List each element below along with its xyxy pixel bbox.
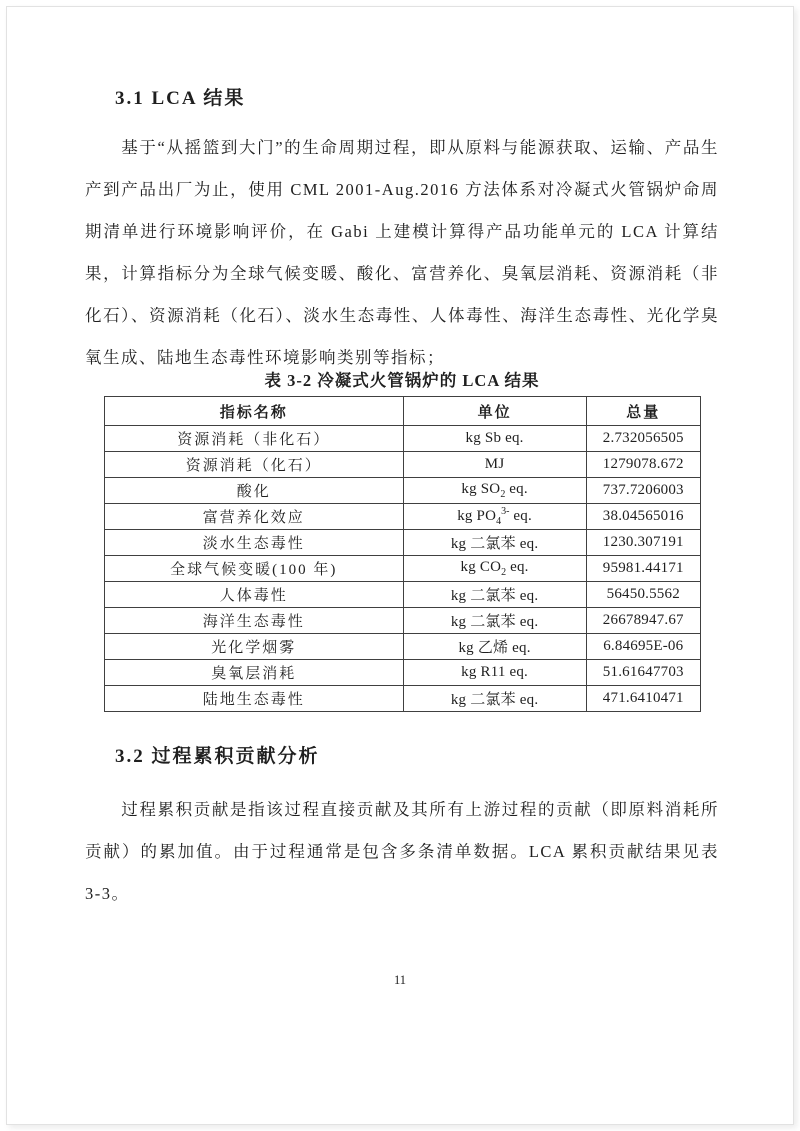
column-header: 指标名称 <box>105 397 404 426</box>
total-value-cell: 737.7206003 <box>586 478 700 504</box>
column-header: 单位 <box>403 397 586 426</box>
total-value-cell: 471.6410471 <box>586 686 700 712</box>
total-value-cell: 95981.44171 <box>586 556 700 582</box>
table-row <box>105 660 701 686</box>
section-3-2-heading: 3.2 过程累积贡献分析 <box>115 746 320 767</box>
indicator-name-cell: 富营养化效应 <box>105 504 404 530</box>
total-value-cell: 1279078.672 <box>586 452 700 478</box>
table-row <box>105 478 701 504</box>
section-3-2-paragraph: 过程累积贡献是指该过程直接贡献及其所有上游过程的贡献（即原料消耗所贡献）的累加值。由于过程通常是包含多条清单数据。LCA 累积贡献结果见表 3-3。 <box>85 800 719 903</box>
unit-cell: kg Sb eq. <box>403 426 586 452</box>
column-header: 总量 <box>586 397 700 426</box>
table-row <box>105 582 701 608</box>
total-value-cell: 38.04565016 <box>586 504 700 530</box>
table-header-row <box>105 397 701 426</box>
unit-cell: kg 二氯苯 eq. <box>403 582 586 608</box>
total-value-cell: 1230.307191 <box>586 530 700 556</box>
indicator-name-cell: 人体毒性 <box>105 582 404 608</box>
document-page <box>6 6 794 1125</box>
unit-cell: kg 二氯苯 eq. <box>403 530 586 556</box>
table-row <box>105 686 701 712</box>
total-value-cell: 51.61647703 <box>586 660 700 686</box>
table-caption: 表 3-2 冷凝式火管锅炉的 LCA 结果 <box>264 371 540 390</box>
unit-cell: kg 乙烯 eq. <box>403 634 586 660</box>
table-row <box>105 556 701 582</box>
total-value-cell: 26678947.67 <box>586 608 700 634</box>
indicator-name-cell: 全球气候变暖(100 年) <box>105 556 404 582</box>
table-row <box>105 504 701 530</box>
indicator-name-cell: 资源消耗（非化石） <box>105 426 404 452</box>
table-row <box>105 608 701 634</box>
indicator-name-cell: 资源消耗（化石） <box>105 452 404 478</box>
table-row <box>105 634 701 660</box>
section-3-1-heading: 3.1 LCA 结果 <box>115 88 246 109</box>
table-row <box>105 452 701 478</box>
indicator-name-cell: 臭氧层消耗 <box>105 660 404 686</box>
total-value-cell: 2.732056505 <box>586 426 700 452</box>
lca-results-table <box>104 396 701 712</box>
unit-cell: MJ <box>403 452 586 478</box>
indicator-name-cell: 淡水生态毒性 <box>105 530 404 556</box>
table-row <box>105 426 701 452</box>
indicator-name-cell: 陆地生态毒性 <box>105 686 404 712</box>
total-value-cell: 56450.5562 <box>586 582 700 608</box>
indicator-name-cell: 海洋生态毒性 <box>105 608 404 634</box>
unit-cell: kg $SO_2$ eq. <box>403 478 586 504</box>
page-number: 11 <box>393 973 407 987</box>
indicator-name-cell: 光化学烟雾 <box>105 634 404 660</box>
total-value-cell: 6.84695E-06 <box>586 634 700 660</box>
unit-cell: kg 二氯苯 eq. <box>403 608 586 634</box>
table-row <box>105 530 701 556</box>
unit-cell: kg $CO_2$ eq. <box>403 556 586 582</box>
unit-cell: kg R11 eq. <box>403 660 586 686</box>
unit-cell: kg 二氯苯 eq. <box>403 686 586 712</box>
unit-cell: kg $PO_4^{3-}$ eq. <box>403 504 586 530</box>
section-3-1-paragraph: 基于“从摇篮到大门”的生命周期过程，即从原料与能源获取、运输、产品生产到产品出厂为止，使用 CML 2001-Aug.2016 方法体系对冷凝式火管锅炉命周期清单进行环境影响评价，在 Gabi 上建模计算得产品功能单元的 LCA 计算结果，计算指标分为全球气候变暖、酸化、富营养化、臭氧层消耗、资源消耗（非化石）、资源消耗（化石）、淡水生态毒性、人体毒性、海洋生态毒性、光化学臭氧生成、陆地生态毒性环境影响类别等指标； <box>85 138 719 367</box>
indicator-name-cell: 酸化 <box>105 478 404 504</box>
